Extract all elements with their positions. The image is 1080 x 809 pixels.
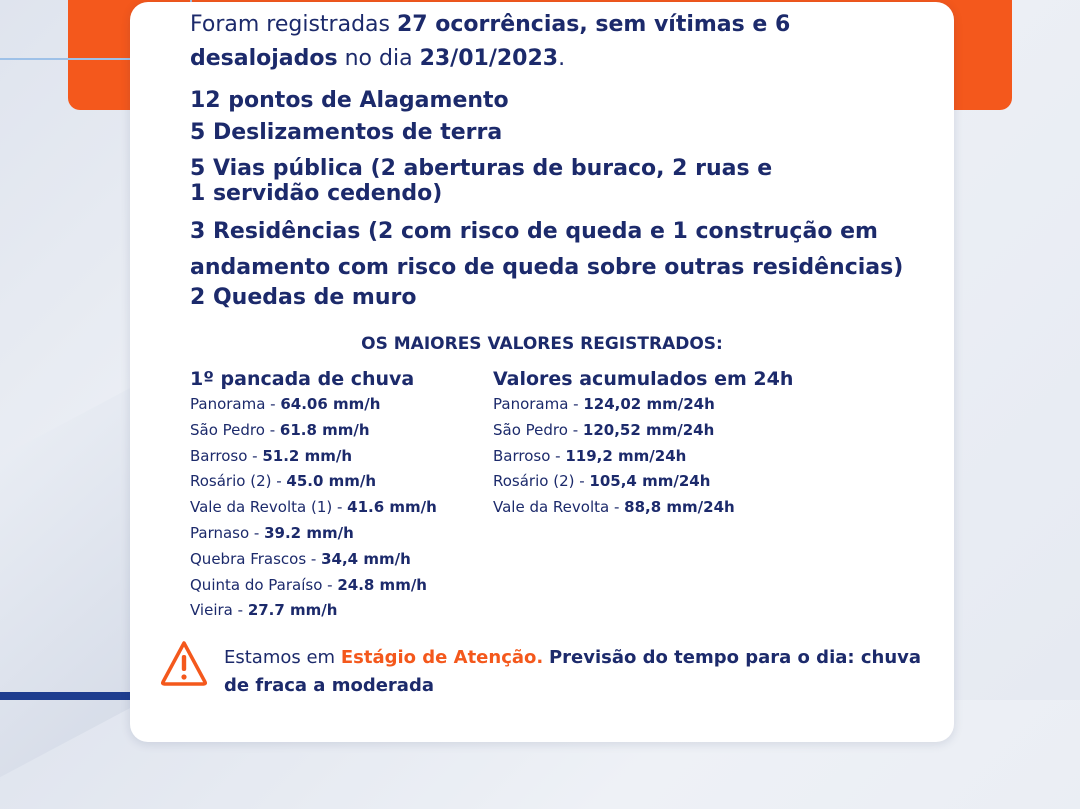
alert-stage: Estágio de Atenção. — [340, 647, 544, 668]
rain-row — [493, 469, 793, 495]
alert-message — [224, 644, 924, 700]
rain-row — [493, 418, 793, 444]
station-name: Rosário (2) - — [493, 472, 590, 491]
rain-value: 39.2 mm/h — [264, 523, 354, 542]
bottom-accent-bar — [0, 692, 130, 700]
rain-row — [190, 444, 437, 470]
section-title: OS MAIORES VALORES REGISTRADOS: — [361, 334, 723, 354]
station-name: São Pedro - — [190, 420, 280, 439]
occurrence-item: 2 Quedas de muro — [190, 285, 417, 310]
rain-value: 27.7 mm/h — [247, 601, 338, 620]
station-name: Barroso - — [493, 446, 566, 465]
intro-highlight: 27 ocorrências, sem vítimas e 6 desalojados — [190, 12, 791, 71]
rain-value: 24.8 mm/h — [337, 575, 427, 594]
column-title: Valores acumulados em 24h — [493, 368, 794, 390]
intro-part: . — [558, 46, 566, 71]
station-name: Quebra Frascos - — [190, 549, 322, 568]
rain-value: 124,02 mm/24h — [583, 395, 715, 413]
station-name: Vale da Revolta (1) - — [190, 498, 348, 517]
rain-row — [190, 495, 437, 521]
occurrence-item: 3 Residências (2 com risco de queda e 1 construção em andamento com risco de queda sobre outras residências) — [190, 219, 904, 280]
rain-row — [190, 573, 437, 599]
rain-value: 41.6 mm/h — [347, 498, 437, 517]
accumulated-column — [493, 366, 793, 521]
rain-value: 105,4 mm/24h — [589, 472, 711, 491]
rain-value: 34,4 mm/h — [321, 549, 411, 568]
occurrence-item: 12 pontos de Alagamento — [190, 88, 509, 113]
rain-row — [493, 495, 793, 521]
rain-row — [190, 418, 437, 444]
occurrence-item: 5 Vias pública (2 aberturas de buraco, 2 ruas e 1 servidão cedendo) — [190, 156, 773, 206]
intro-text — [190, 8, 910, 76]
rain-row — [493, 444, 793, 470]
first-rain-column — [190, 366, 437, 624]
station-name: Parnaso - — [190, 523, 265, 542]
alert-part: Estamos em — [224, 647, 341, 668]
station-name: Barroso - — [190, 446, 263, 465]
station-name: Panorama - — [190, 395, 281, 413]
intro-part: Foram registradas — [190, 12, 397, 37]
station-name: Panorama - — [493, 395, 584, 413]
rain-value: 64.06 mm/h — [280, 395, 381, 413]
weather-forecast: Previsão do tempo para o dia: chuva de fraca a moderada — [224, 647, 922, 696]
rain-row — [190, 469, 437, 495]
station-name: Vieira - — [190, 601, 248, 620]
rain-value: 120,52 mm/24h — [582, 420, 715, 439]
rain-row — [190, 521, 437, 547]
station-name: Quinta do Paraíso - — [190, 575, 338, 594]
warning-triangle-icon — [160, 640, 208, 686]
rain-row — [493, 392, 793, 418]
intro-date: 23/01/2023 — [419, 46, 559, 71]
rain-row — [190, 392, 437, 418]
rain-row — [190, 598, 437, 624]
rain-value: 119,2 mm/24h — [565, 446, 687, 465]
column-title: 1º pancada de chuva — [190, 368, 415, 390]
intro-part: no dia — [337, 46, 420, 71]
rain-value: 51.2 mm/h — [262, 446, 352, 465]
rain-value: 61.8 mm/h — [279, 420, 370, 439]
station-name: Vale da Revolta - — [493, 498, 625, 517]
occurrence-item: 5 Deslizamentos de terra — [190, 120, 503, 145]
station-name: São Pedro - — [493, 420, 583, 439]
rain-value: 88,8 mm/24h — [624, 498, 735, 517]
rain-row — [190, 547, 437, 573]
rain-value: 45.0 mm/h — [286, 472, 377, 491]
station-name: Rosário (2) - — [190, 472, 287, 491]
